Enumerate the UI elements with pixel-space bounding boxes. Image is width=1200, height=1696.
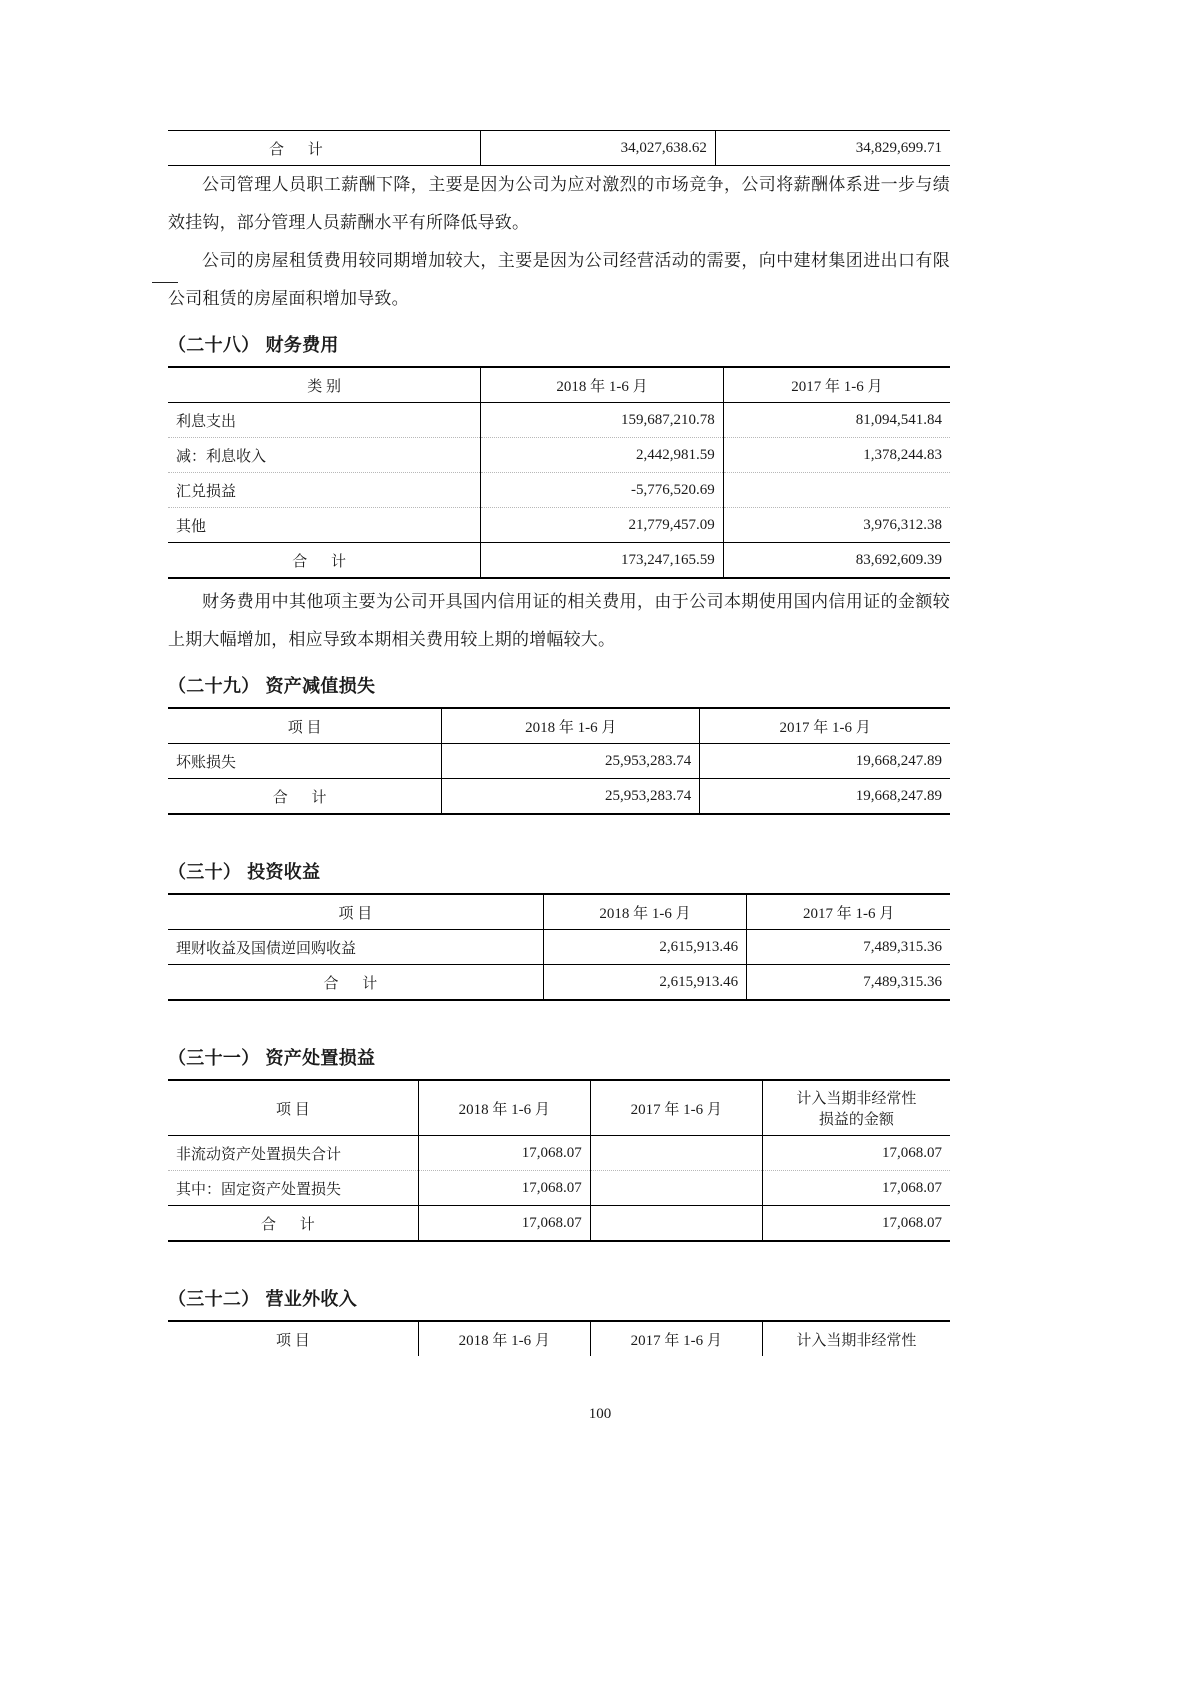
table-header-row	[168, 1321, 950, 1356]
row-label: 减：利息收入	[168, 438, 481, 473]
section-title-32: 营业外收入	[265, 1289, 357, 1309]
table-investment-income	[168, 893, 950, 1001]
col-header-item: 项 目	[168, 1080, 418, 1136]
table-total-row	[168, 965, 950, 1001]
total-value-nonrecurring: 17,068.07	[762, 1206, 950, 1242]
paragraph-other-financial-expense: 财务费用中其他项主要为公司开具国内信用证的相关费用，由于公司本期使用国内信用证的金额较上期大幅增加，相应导致本期相关费用较上期的增幅较大。	[168, 592, 950, 649]
row-value-2018: 17,068.07	[418, 1136, 590, 1171]
section-number-28: （二十八）	[168, 335, 260, 355]
table-total-row	[168, 779, 950, 815]
col-header-2018: 2018 年 1-6 月	[418, 1321, 590, 1356]
table-asset-impairment-loss	[168, 707, 950, 815]
table-row	[168, 508, 950, 543]
col-header-2018: 2018 年 1-6 月	[543, 894, 746, 930]
top-table-total-label: 合 计	[269, 141, 333, 158]
row-value-nonrecurring: 17,068.07	[762, 1136, 950, 1171]
row-value-2017: 81,094,541.84	[723, 403, 950, 438]
top-table-gap	[434, 131, 481, 166]
total-label: 合 计	[168, 965, 543, 1001]
section-title-30: 投资收益	[247, 862, 321, 882]
col-header-nonrecurring	[762, 1080, 950, 1136]
col-header-2017: 2017 年 1-6 月	[590, 1080, 762, 1136]
top-table-value-2017: 34,829,699.71	[855, 139, 942, 156]
table-header-row	[168, 894, 950, 930]
table-row	[168, 1171, 950, 1206]
row-value-2018: 25,953,283.74	[442, 744, 700, 779]
table-row	[168, 131, 950, 166]
row-value-2018: 17,068.07	[418, 1171, 590, 1206]
row-value-2018: 2,615,913.46	[543, 930, 746, 965]
col-header-2018: 2018 年 1-6 月	[442, 708, 700, 744]
section-title-29: 资产减值损失	[265, 676, 376, 696]
total-label: 合 计	[168, 1206, 418, 1242]
total-value-2018: 17,068.07	[418, 1206, 590, 1242]
section-heading-30	[168, 855, 950, 889]
col-header-nonrecurring-line1: 计入当期非经常性	[796, 1091, 917, 1107]
table-non-operating-income	[168, 1320, 950, 1356]
total-value-2017: 83,692,609.39	[723, 543, 950, 579]
col-header-2018: 2018 年 1-6 月	[418, 1080, 590, 1136]
section-heading-29	[168, 669, 950, 703]
col-header-2018: 2018 年 1-6 月	[481, 367, 723, 403]
col-header-item: 项 目	[168, 894, 543, 930]
page-number: 100	[588, 1406, 612, 1422]
row-label: 汇兑损益	[168, 473, 481, 508]
row-value-2018: 21,779,457.09	[481, 508, 723, 543]
col-header-item: 项 目	[168, 1321, 418, 1356]
table-row	[168, 930, 950, 965]
top-table-value-2018: 34,027,638.62	[481, 131, 716, 166]
table-financial-expenses	[168, 366, 950, 579]
table-row	[168, 1136, 950, 1171]
table-row	[168, 438, 950, 473]
row-value-2017: 19,668,247.89	[700, 744, 950, 779]
total-value-2017: 19,668,247.89	[700, 779, 950, 815]
total-value-2017	[590, 1206, 762, 1242]
section-number-29: （二十九）	[168, 676, 260, 696]
section-number-31: （三十一）	[168, 1048, 260, 1068]
top-continued-table	[168, 130, 950, 166]
row-value-2017: 3,976,312.38	[723, 508, 950, 543]
section-heading-28	[168, 328, 950, 362]
row-value-2018: 2,442,981.59	[481, 438, 723, 473]
row-value-2017: 1,378,244.83	[723, 438, 950, 473]
table-header-row	[168, 708, 950, 744]
row-value-2017: 7,489,315.36	[747, 930, 950, 965]
section-heading-32	[168, 1282, 950, 1316]
col-header-nonrecurring-line2: 损益的金额	[818, 1112, 894, 1128]
row-label: 理财收益及国债逆回购收益	[168, 930, 543, 965]
section-heading-31	[168, 1041, 950, 1075]
section-number-30: （三十）	[168, 862, 242, 882]
row-value-nonrecurring: 17,068.07	[762, 1171, 950, 1206]
row-label: 其他	[168, 508, 481, 543]
col-header-category: 类 别	[168, 367, 481, 403]
table-asset-disposal-gain-loss	[168, 1079, 950, 1242]
table-header-row	[168, 367, 950, 403]
row-value-2017	[723, 473, 950, 508]
row-value-2018: 159,687,210.78	[481, 403, 723, 438]
total-value-2018: 173,247,165.59	[481, 543, 723, 579]
row-value-2018: -5,776,520.69	[481, 473, 723, 508]
paragraph-management-salary: 公司管理人员职工薪酬下降，主要是因为公司为应对激烈的市场竞争，公司将薪酬体系进一步与绩效挂钩，部分管理人员薪酬水平有所降低导致。	[168, 175, 950, 232]
row-value-2017	[590, 1171, 762, 1206]
page-content	[168, 0, 950, 1360]
col-header-item: 项 目	[168, 708, 442, 744]
section-number-32: （三十二）	[168, 1289, 260, 1309]
table-total-row	[168, 1206, 950, 1242]
table-row	[168, 744, 950, 779]
total-value-2018: 25,953,283.74	[442, 779, 700, 815]
paragraph-rent-expense: 公司的房屋租赁费用较同期增加较大，主要是因为公司经营活动的需要，向中建材集团进出口有限公司租赁的房屋面积增加导致。	[168, 251, 950, 308]
row-label: 利息支出	[168, 403, 481, 438]
col-header-2017: 2017 年 1-6 月	[723, 367, 950, 403]
table-header-row	[168, 1080, 950, 1136]
row-label: 其中：固定资产处置损失	[168, 1171, 418, 1206]
total-value-2018: 2,615,913.46	[543, 965, 746, 1001]
col-header-nonrecurring: 计入当期非经常性	[762, 1321, 950, 1356]
col-header-2017: 2017 年 1-6 月	[747, 894, 950, 930]
table-total-row	[168, 543, 950, 579]
section-title-28: 财务费用	[265, 335, 339, 355]
total-value-2017: 7,489,315.36	[747, 965, 950, 1001]
section-title-31: 资产处置损益	[265, 1048, 376, 1068]
table-row	[168, 473, 950, 508]
row-label: 坏账损失	[168, 744, 442, 779]
col-header-2017: 2017 年 1-6 月	[700, 708, 950, 744]
total-label: 合 计	[168, 779, 442, 815]
row-label: 非流动资产处置损失合计	[168, 1136, 418, 1171]
col-header-2017: 2017 年 1-6 月	[590, 1321, 762, 1356]
table-row	[168, 403, 950, 438]
total-label: 合 计	[168, 543, 481, 579]
row-value-2017	[590, 1136, 762, 1171]
